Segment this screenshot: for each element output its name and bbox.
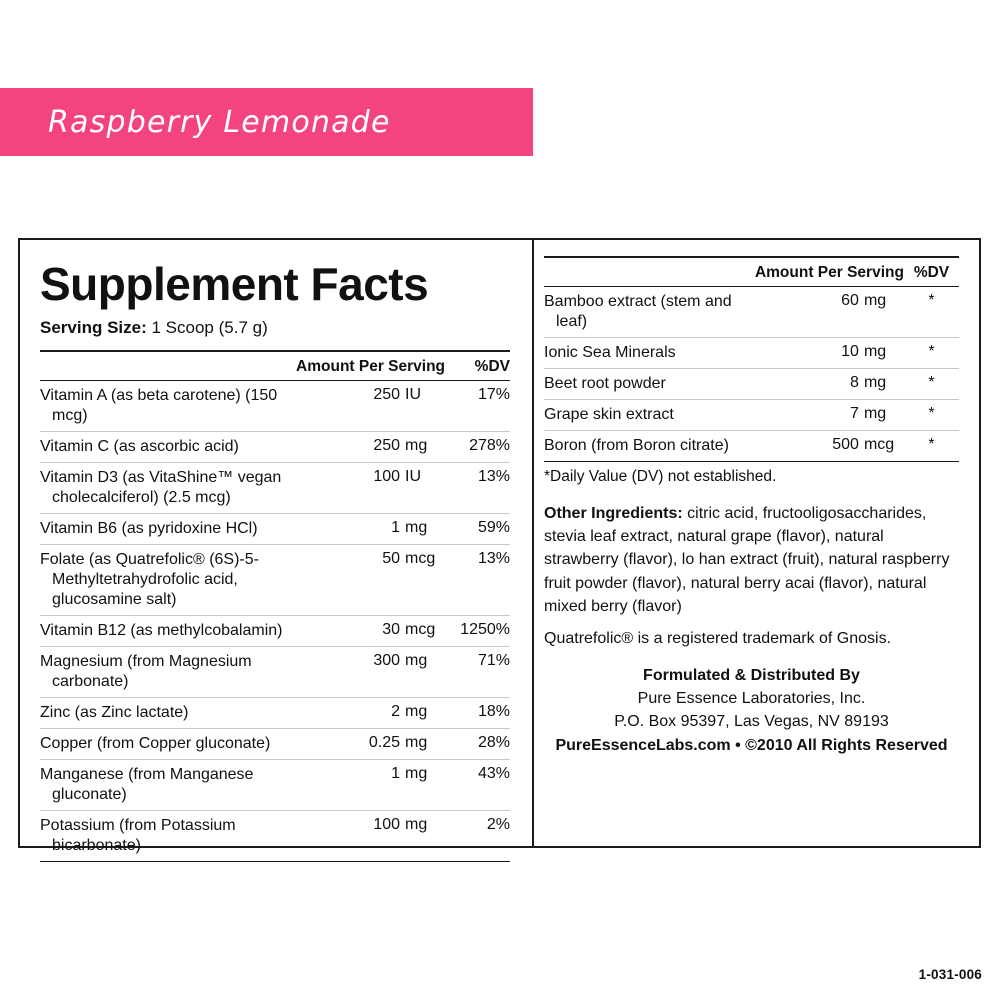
serving-size-value: 1 Scoop (5.7 g) (151, 318, 268, 338)
row-nutrient-name: Vitamin B12 (as methylcobalamin) (40, 616, 296, 647)
row-daily-value: 2% (445, 811, 510, 862)
row-nutrient-name: Manganese (from Manganese gluconate) (40, 760, 296, 811)
header-dv: %DV (445, 351, 510, 381)
row-daily-value: 17% (445, 381, 510, 432)
row-daily-value: * (904, 287, 959, 338)
header-amount: Amount Per Serving (296, 351, 445, 381)
right-column (534, 238, 981, 848)
row-nutrient-name: Folate (as Quatrefolic® (6S)-5-Methyltetrahydrofolic acid, glucosamine salt) (40, 545, 296, 616)
row-amount: 7 mg (755, 400, 904, 431)
table-row (544, 369, 959, 400)
row-nutrient-name: Vitamin C (as ascorbic acid) (40, 432, 296, 463)
other-ingredients-text: citric acid, fructooligosaccharides, stevia leaf extract, natural grape (flavor), natural strawberry (flavor), lo han extract (fruit), natural raspberry fruit powder (flavor), natural berry acai (flavor), natural mixed berry (flavor) (544, 505, 950, 615)
left-facts-body (40, 381, 510, 862)
header-nutrient (40, 351, 296, 381)
table-row (40, 514, 510, 545)
table-row (40, 432, 510, 463)
row-nutrient-name: Magnesium (from Magnesium carbonate) (40, 647, 296, 698)
row-daily-value: 13% (445, 545, 510, 616)
serving-size-line (40, 318, 510, 338)
row-amount: 1 mg (296, 514, 445, 545)
other-ingredients-label: Other Ingredients: (544, 505, 683, 522)
page-title: Supplement Facts (40, 258, 429, 310)
flavor-name: Raspberry Lemonade (48, 104, 391, 140)
company-block (544, 664, 959, 757)
row-daily-value: 1250% (445, 616, 510, 647)
right-facts-body (544, 287, 959, 462)
table-row (40, 647, 510, 698)
row-amount: 60 mg (755, 287, 904, 338)
row-daily-value: * (904, 431, 959, 462)
row-nutrient-name: Copper (from Copper gluconate) (40, 729, 296, 760)
left-facts-table (40, 350, 510, 862)
row-amount: 8 mg (755, 369, 904, 400)
table-row (40, 811, 510, 862)
row-nutrient-name: Boron (from Boron citrate) (544, 431, 755, 462)
row-nutrient-name: Ionic Sea Minerals (544, 338, 755, 369)
row-amount: 250 IU (296, 381, 445, 432)
row-amount: 0.25 mg (296, 729, 445, 760)
row-nutrient-name: Grape skin extract (544, 400, 755, 431)
table-row (40, 616, 510, 647)
row-amount: 50 mcg (296, 545, 445, 616)
right-facts-table (544, 256, 959, 462)
row-daily-value: * (904, 338, 959, 369)
row-amount: 2 mg (296, 698, 445, 729)
row-daily-value: * (904, 400, 959, 431)
company-line-1: Formulated & Distributed By (643, 666, 860, 684)
table-row (40, 760, 510, 811)
row-nutrient-name: Beet root powder (544, 369, 755, 400)
table-row (544, 400, 959, 431)
row-nutrient-name: Bamboo extract (stem and leaf) (544, 287, 755, 338)
company-line-3: P.O. Box 95397, Las Vegas, NV 89193 (614, 713, 889, 731)
row-nutrient-name: Potassium (from Potassium bicarbonate) (40, 811, 296, 862)
table-row (40, 729, 510, 760)
row-daily-value: 18% (445, 698, 510, 729)
flavor-banner (0, 88, 533, 156)
row-amount: 300 mg (296, 647, 445, 698)
row-daily-value: 71% (445, 647, 510, 698)
row-nutrient-name: Vitamin B6 (as pyridoxine HCl) (40, 514, 296, 545)
row-nutrient-name: Zinc (as Zinc lactate) (40, 698, 296, 729)
table-header-row (544, 257, 959, 287)
trademark-notice: Quatrefolic® is a registered trademark of Gnosis. (544, 629, 892, 647)
row-daily-value: 59% (445, 514, 510, 545)
row-amount: 250 mg (296, 432, 445, 463)
header-dv: %DV (904, 257, 959, 287)
serving-size-label: Serving Size: (40, 318, 147, 338)
table-header-row (40, 351, 510, 381)
row-daily-value: * (904, 369, 959, 400)
header-nutrient (544, 257, 755, 287)
header-amount: Amount Per Serving (755, 257, 904, 287)
table-row (544, 431, 959, 462)
table-row (40, 381, 510, 432)
row-nutrient-name: Vitamin A (as beta carotene) (150 mcg) (40, 381, 296, 432)
row-nutrient-name: Vitamin D3 (as VitaShine™ vegan cholecalciferol) (2.5 mcg) (40, 463, 296, 514)
row-daily-value: 13% (445, 463, 510, 514)
row-amount: 100 mg (296, 811, 445, 862)
row-daily-value: 28% (445, 729, 510, 760)
table-row (40, 463, 510, 514)
row-amount: 1 mg (296, 760, 445, 811)
row-amount: 100 IU (296, 463, 445, 514)
company-line-4: PureEssenceLabs.com • ©2010 All Rights Reserved (555, 736, 948, 754)
table-row (544, 287, 959, 338)
row-amount: 30 mcg (296, 616, 445, 647)
left-column (18, 238, 534, 855)
row-daily-value: 43% (445, 760, 510, 811)
table-row (40, 545, 510, 616)
company-line-2: Pure Essence Laboratories, Inc. (637, 690, 866, 708)
table-row (544, 338, 959, 369)
row-daily-value: 278% (445, 432, 510, 463)
product-code: 1-031-006 (918, 967, 982, 982)
daily-value-footnote: *Daily Value (DV) not established. (544, 468, 777, 485)
other-ingredients (544, 502, 959, 618)
table-row (40, 698, 510, 729)
row-amount: 10 mg (755, 338, 904, 369)
row-amount: 500 mcg (755, 431, 904, 462)
